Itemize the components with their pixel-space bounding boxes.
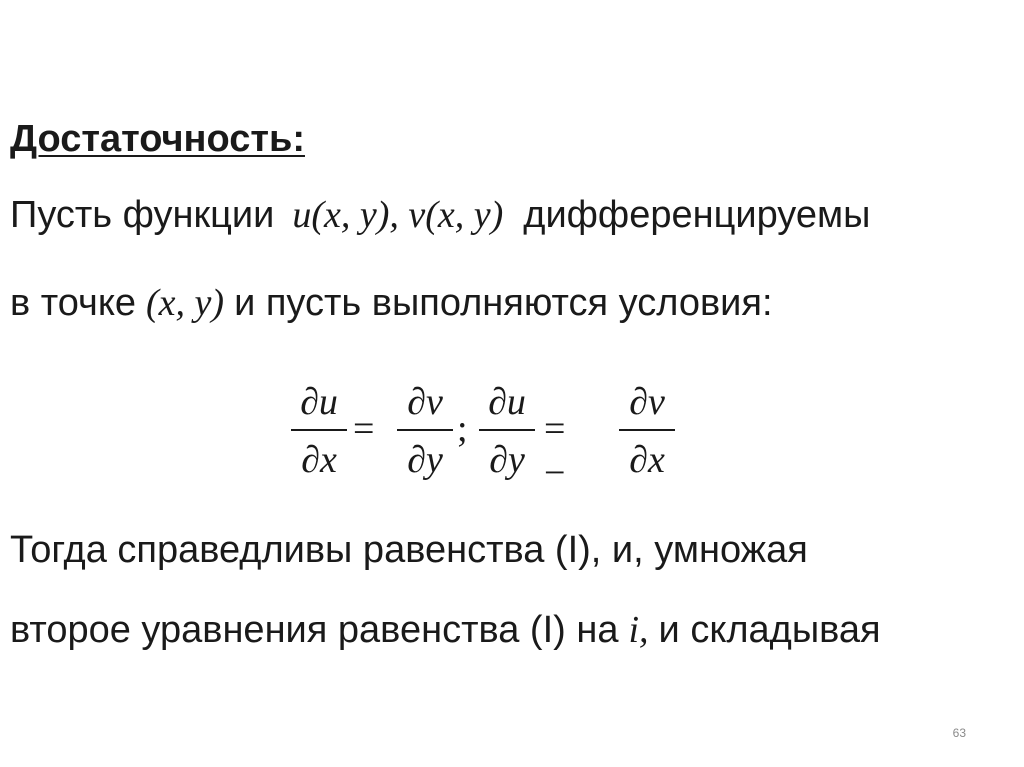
fraction-bar: [291, 429, 347, 431]
text-line-1: [10, 193, 870, 237]
fraction-bar: [619, 429, 675, 431]
line1-math-functions: u(x, y), v(x, y): [292, 194, 504, 236]
fraction-denominator: ∂x: [301, 439, 337, 481]
line2-math-point: (x, y): [146, 282, 225, 324]
text-line-4: [10, 608, 881, 652]
fraction-denominator: ∂y: [407, 439, 443, 481]
line4-math-i: i,: [628, 609, 649, 651]
equals-minus-sign: = −: [544, 408, 566, 494]
equals-sign: =: [353, 408, 375, 450]
line4-text-after: и складывая: [658, 609, 881, 651]
line2-text-before: в точке: [10, 282, 137, 324]
line2-text-after: и пусть выполняются условия:: [234, 282, 773, 324]
line1-text-after: дифференцируемы: [523, 194, 871, 236]
line1-text-before: Пусть функции: [10, 194, 275, 236]
semicolon: ;: [457, 408, 468, 450]
text-line-2: [10, 281, 773, 325]
fraction-bar: [479, 429, 535, 431]
fraction-numerator: ∂v: [629, 381, 665, 423]
fraction-denominator: ∂y: [489, 439, 525, 481]
line4-text-before: второе уравнения равенства (I) на: [10, 609, 619, 651]
fraction-numerator: ∂u: [300, 381, 338, 423]
fraction-numerator: ∂u: [488, 381, 526, 423]
page-number: 63: [952, 726, 966, 740]
fraction-numerator: ∂v: [407, 381, 443, 423]
fraction-bar: [397, 429, 453, 431]
slide-heading: Достаточность:: [10, 118, 305, 160]
fraction-denominator: ∂x: [629, 439, 665, 481]
text-line-3: Тогда справедливы равенства (I), и, умножая: [10, 529, 808, 571]
